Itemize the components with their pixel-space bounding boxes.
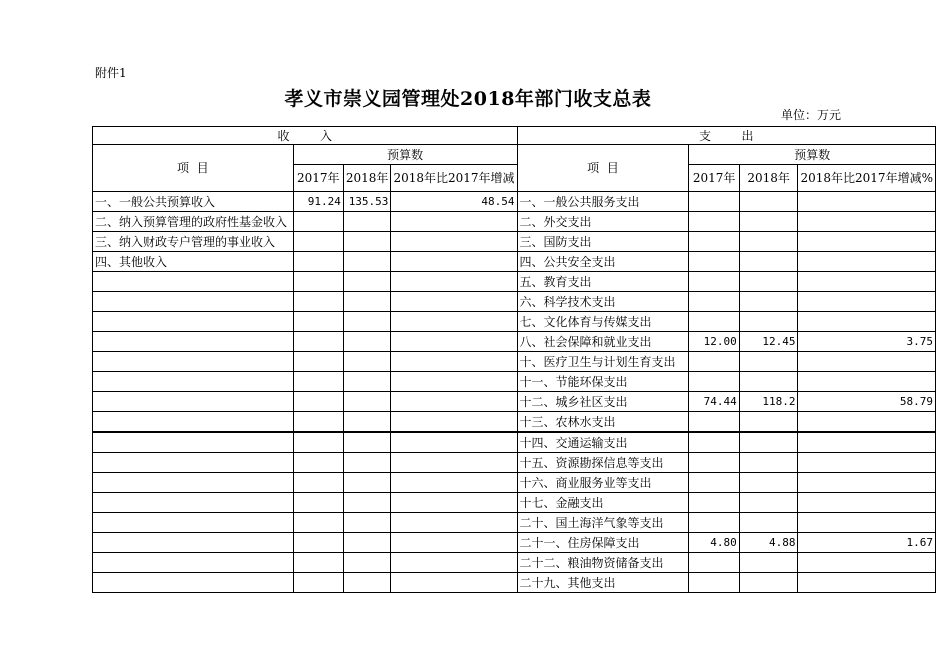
income-2017-cell — [293, 312, 343, 332]
expense-change-cell — [798, 473, 936, 493]
table-row — [93, 312, 936, 332]
expense-2017-cell — [689, 312, 739, 332]
table-row — [93, 212, 936, 232]
income-2017-cell — [293, 272, 343, 292]
expense-change-cell — [798, 192, 936, 212]
expense-item-cell: 四、公共安全支出 — [517, 252, 689, 272]
income-change-cell — [391, 493, 517, 513]
income-change-cell — [391, 392, 517, 412]
income-change-cell — [391, 412, 517, 433]
income-item-cell — [93, 573, 294, 593]
expense-item-cell: 二十、国土海洋气象等支出 — [517, 513, 689, 533]
income-2018-cell — [343, 232, 391, 252]
expense-2018-cell: 12.45 — [739, 332, 798, 352]
expense-item-cell: 十二、城乡社区支出 — [517, 392, 689, 412]
expense-change-cell: 1.67 — [798, 533, 936, 553]
table-row — [93, 553, 936, 573]
expense-change-cell — [798, 312, 936, 332]
table-row — [93, 332, 936, 352]
expense-2018-cell — [739, 252, 798, 272]
table-row — [93, 232, 936, 252]
income-2018-cell — [343, 432, 391, 453]
expense-2018-cell: 118.2 — [739, 392, 798, 412]
expense-2017-cell — [689, 553, 739, 573]
expense-change-cell: 58.79 — [798, 392, 936, 412]
income-section-header: 收 入 — [93, 127, 518, 145]
income-change-cell — [391, 573, 517, 593]
expense-2018-cell — [739, 553, 798, 573]
table-row — [93, 473, 936, 493]
income-item-cell — [93, 312, 294, 332]
income-change-cell — [391, 232, 517, 252]
income-2017-cell — [293, 513, 343, 533]
expense-item-cell: 十六、商业服务业等支出 — [517, 473, 689, 493]
income-2017-cell — [293, 212, 343, 232]
page-title: 孝义市崇义园管理处2018年部门收支总表 — [284, 88, 652, 110]
expense-item-cell: 三、国防支出 — [517, 232, 689, 252]
expense-2017-cell — [689, 212, 739, 232]
income-item-header: 项 目 — [93, 145, 294, 192]
income-item-cell — [93, 432, 294, 453]
income-change-cell — [391, 473, 517, 493]
income-2017-cell — [293, 533, 343, 553]
income-change-header: 2018年比2017年增减 — [391, 165, 517, 192]
income-2017-cell — [293, 553, 343, 573]
income-item-cell — [93, 272, 294, 292]
table-row — [93, 352, 936, 372]
budget-table — [92, 126, 936, 593]
expense-item-cell: 十四、交通运输支出 — [517, 432, 689, 453]
income-item-cell — [93, 473, 294, 493]
expense-2018-cell — [739, 372, 798, 392]
expense-change-cell — [798, 493, 936, 513]
income-change-cell — [391, 272, 517, 292]
income-item-cell — [93, 493, 294, 513]
expense-2017-cell — [689, 432, 739, 453]
income-2018-cell — [343, 533, 391, 553]
income-2017-cell — [293, 232, 343, 252]
income-change-cell — [391, 352, 517, 372]
income-2018-cell — [343, 412, 391, 433]
income-item-cell — [93, 292, 294, 312]
expense-change-cell — [798, 212, 936, 232]
expense-change-cell — [798, 553, 936, 573]
expense-change-cell — [798, 412, 936, 433]
income-2018-cell — [343, 573, 391, 593]
expense-2018-cell — [739, 352, 798, 372]
income-item-cell — [93, 372, 294, 392]
income-2017-cell — [293, 332, 343, 352]
expense-budget-header: 预算数 — [689, 145, 936, 165]
expense-2017-cell — [689, 412, 739, 433]
expense-2018-cell — [739, 493, 798, 513]
income-change-cell — [391, 312, 517, 332]
income-2017-cell — [293, 412, 343, 433]
expense-section-header: 支 出 — [517, 127, 935, 145]
expense-item-cell: 十五、资源勘探信息等支出 — [517, 453, 689, 473]
income-item-cell — [93, 352, 294, 372]
expense-2017-cell — [689, 513, 739, 533]
expense-item-cell: 五、教育支出 — [517, 272, 689, 292]
table-row — [93, 252, 936, 272]
expense-change-cell — [798, 272, 936, 292]
expense-2018-cell — [739, 432, 798, 453]
income-budget-header: 预算数 — [293, 145, 517, 165]
expense-2018-cell — [739, 473, 798, 493]
income-2018-cell — [343, 332, 391, 352]
attachment-label: 附件1 — [95, 66, 127, 80]
expense-2018-cell — [739, 513, 798, 533]
table-row — [93, 432, 936, 453]
expense-2018-cell — [739, 192, 798, 212]
expense-2017-cell — [689, 473, 739, 493]
income-item-cell — [93, 553, 294, 573]
expense-item-cell: 二十九、其他支出 — [517, 573, 689, 593]
income-2018-cell — [343, 372, 391, 392]
expense-item-cell: 二十二、粮油物资储备支出 — [517, 553, 689, 573]
income-item-cell — [93, 533, 294, 553]
expense-2018-cell — [739, 453, 798, 473]
expense-2017-header: 2017年 — [689, 165, 739, 192]
expense-change-cell — [798, 292, 936, 312]
income-2018-cell — [343, 513, 391, 533]
expense-2018-cell — [739, 412, 798, 433]
expense-2018-cell — [739, 212, 798, 232]
expense-2017-cell — [689, 252, 739, 272]
income-2017-cell — [293, 453, 343, 473]
expense-item-cell: 七、文化体育与传媒支出 — [517, 312, 689, 332]
expense-2017-cell — [689, 493, 739, 513]
income-change-cell — [391, 332, 517, 352]
income-2018-header: 2018年 — [343, 165, 391, 192]
income-change-cell — [391, 372, 517, 392]
expense-2018-header: 2018年 — [739, 165, 798, 192]
income-2018-cell — [343, 392, 391, 412]
expense-change-cell — [798, 432, 936, 453]
expense-item-header: 项 目 — [517, 145, 689, 192]
expense-2017-cell — [689, 352, 739, 372]
income-2017-cell — [293, 473, 343, 493]
income-change-cell — [391, 533, 517, 553]
income-item-cell — [93, 412, 294, 433]
expense-item-cell: 一、一般公共服务支出 — [517, 192, 689, 212]
income-2017-header: 2017年 — [293, 165, 343, 192]
table-row — [93, 513, 936, 533]
table-row — [93, 272, 936, 292]
income-2018-cell — [343, 272, 391, 292]
table-row — [93, 493, 936, 513]
expense-2017-cell — [689, 272, 739, 292]
expense-item-cell: 十三、农林水支出 — [517, 412, 689, 433]
expense-2018-cell — [739, 272, 798, 292]
expense-item-cell: 六、科学技术支出 — [517, 292, 689, 312]
table-row — [93, 292, 936, 312]
table-row — [93, 412, 936, 433]
expense-item-cell: 二十一、住房保障支出 — [517, 533, 689, 553]
expense-item-cell: 十七、金融支出 — [517, 493, 689, 513]
income-item-cell: 一、一般公共预算收入 — [93, 192, 294, 212]
table-row — [93, 533, 936, 553]
table-row — [93, 573, 936, 593]
expense-2017-cell: 12.00 — [689, 332, 739, 352]
table-row — [93, 192, 936, 212]
expense-change-header: 2018年比2017年增减% — [798, 165, 936, 192]
income-2017-cell — [293, 352, 343, 372]
expense-change-cell — [798, 513, 936, 533]
income-item-cell: 三、纳入财政专户管理的事业收入 — [93, 232, 294, 252]
expense-change-cell — [798, 372, 936, 392]
income-2017-cell — [293, 292, 343, 312]
income-item-cell — [93, 392, 294, 412]
income-change-cell — [391, 453, 517, 473]
expense-change-cell — [798, 453, 936, 473]
income-change-cell — [391, 292, 517, 312]
expense-2018-cell — [739, 292, 798, 312]
income-2018-cell — [343, 292, 391, 312]
expense-item-cell: 二、外交支出 — [517, 212, 689, 232]
expense-change-cell — [798, 252, 936, 272]
income-item-cell: 四、其他收入 — [93, 252, 294, 272]
expense-item-cell: 十、医疗卫生与计划生育支出 — [517, 352, 689, 372]
income-change-cell — [391, 212, 517, 232]
expense-2017-cell — [689, 292, 739, 312]
income-2018-cell — [343, 312, 391, 332]
expense-2018-cell — [739, 573, 798, 593]
income-2017-cell: 91.24 — [293, 192, 343, 212]
expense-2017-cell — [689, 573, 739, 593]
income-2017-cell — [293, 252, 343, 272]
income-change-cell — [391, 252, 517, 272]
expense-2017-cell — [689, 192, 739, 212]
income-2017-cell — [293, 493, 343, 513]
income-2018-cell — [343, 473, 391, 493]
income-2018-cell — [343, 493, 391, 513]
table-row — [93, 453, 936, 473]
expense-2017-cell — [689, 453, 739, 473]
expense-change-cell — [798, 232, 936, 252]
income-2018-cell — [343, 553, 391, 573]
income-item-cell: 二、纳入预算管理的政府性基金收入 — [93, 212, 294, 232]
expense-2017-cell: 4.80 — [689, 533, 739, 553]
income-change-cell: 48.54 — [391, 192, 517, 212]
expense-change-cell — [798, 352, 936, 372]
expense-2017-cell: 74.44 — [689, 392, 739, 412]
income-change-cell — [391, 553, 517, 573]
expense-2018-cell — [739, 232, 798, 252]
income-2018-cell — [343, 212, 391, 232]
expense-2017-cell — [689, 372, 739, 392]
income-2017-cell — [293, 573, 343, 593]
expense-item-cell: 八、社会保障和就业支出 — [517, 332, 689, 352]
income-item-cell — [93, 513, 294, 533]
expense-item-cell: 十一、节能环保支出 — [517, 372, 689, 392]
income-2017-cell — [293, 432, 343, 453]
income-item-cell — [93, 453, 294, 473]
income-2018-cell — [343, 252, 391, 272]
income-2018-cell — [343, 352, 391, 372]
income-item-cell — [93, 332, 294, 352]
expense-change-cell — [798, 573, 936, 593]
income-2018-cell — [343, 453, 391, 473]
expense-2018-cell — [739, 312, 798, 332]
expense-2018-cell: 4.88 — [739, 533, 798, 553]
income-change-cell — [391, 513, 517, 533]
expense-change-cell: 3.75 — [798, 332, 936, 352]
income-2018-cell: 135.53 — [343, 192, 391, 212]
income-change-cell — [391, 432, 517, 453]
income-2017-cell — [293, 392, 343, 412]
table-row — [93, 392, 936, 412]
unit-label: 单位：万元 — [780, 108, 841, 122]
income-2017-cell — [293, 372, 343, 392]
table-row — [93, 372, 936, 392]
expense-2017-cell — [689, 232, 739, 252]
